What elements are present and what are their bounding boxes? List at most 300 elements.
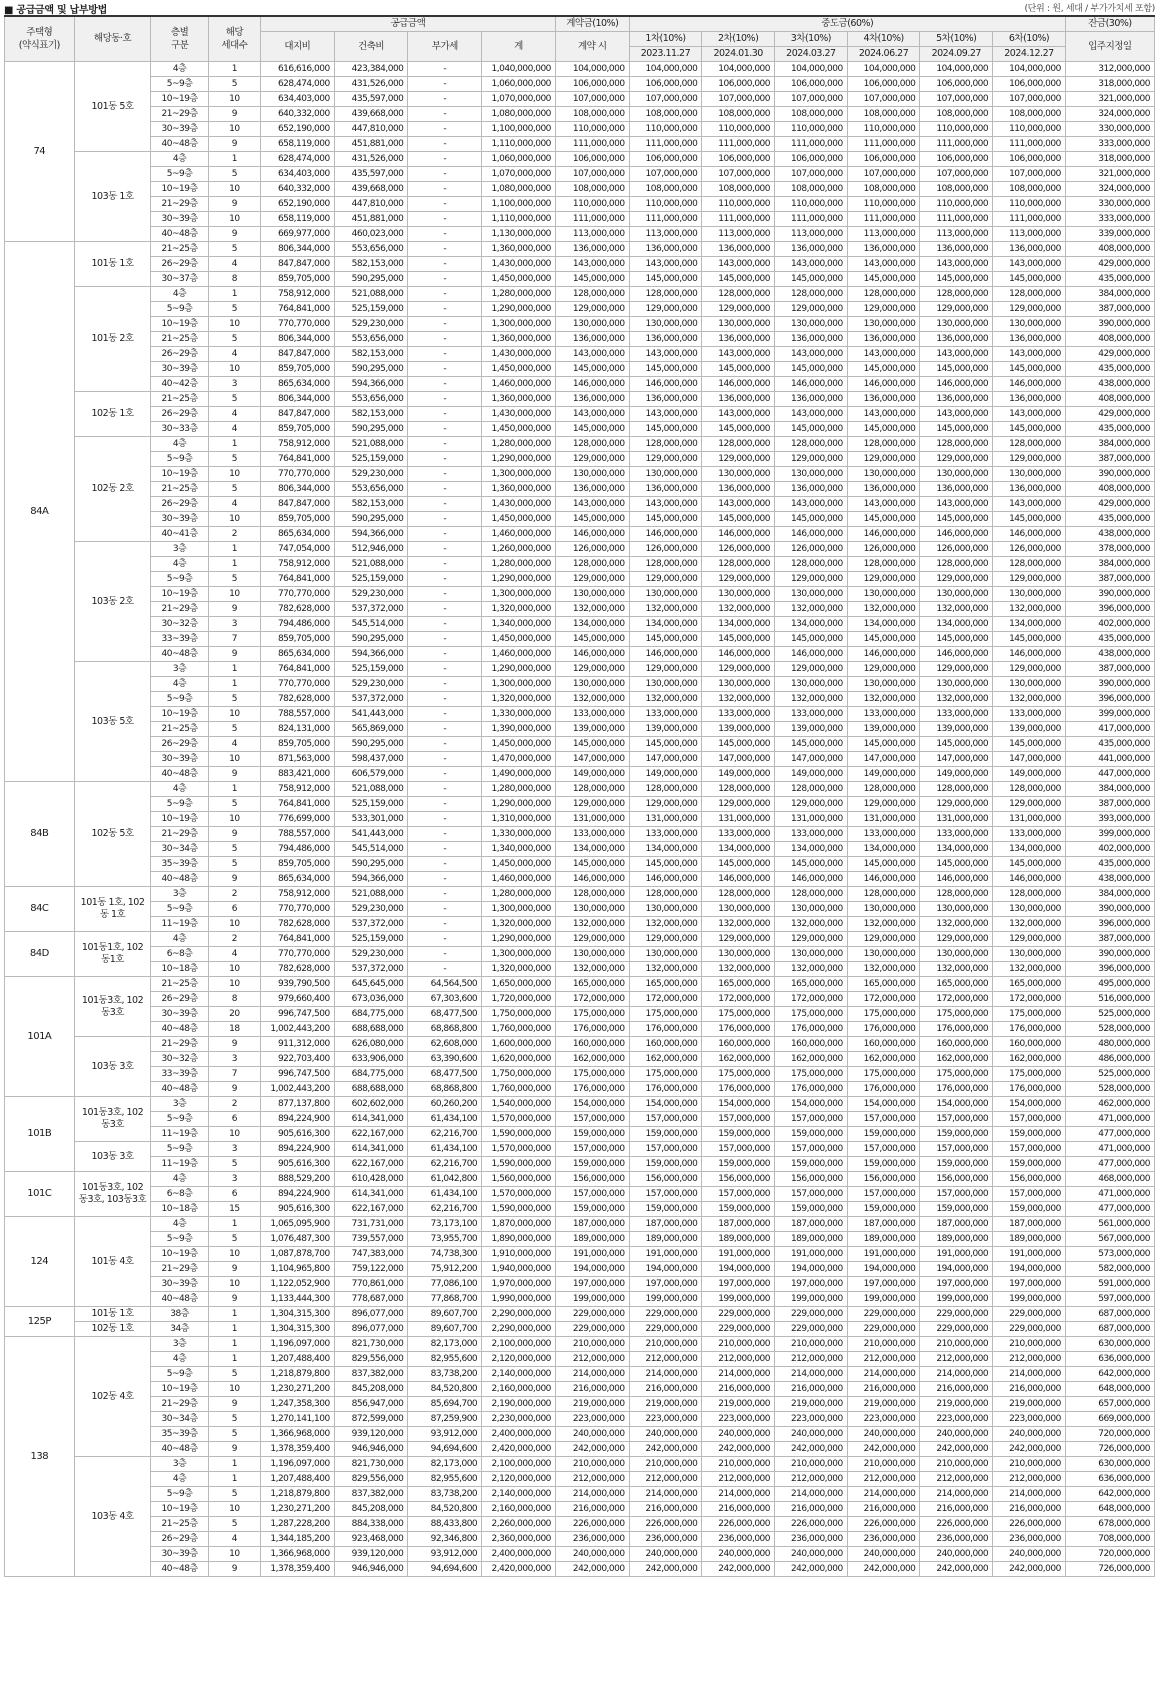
middle-5-cell: 128,000,000 — [920, 287, 993, 302]
middle-6-cell: 104,000,000 — [993, 62, 1066, 77]
table-row — [5, 1037, 1155, 1052]
vat-cell: 83,738,200 — [408, 1367, 482, 1382]
middle-1-cell: 134,000,000 — [629, 842, 702, 857]
middle-4-cell: 104,000,000 — [847, 62, 920, 77]
land-cell: 1,087,878,700 — [260, 1247, 334, 1262]
middle-6-cell: 157,000,000 — [993, 1112, 1066, 1127]
units-cell: 10 — [208, 752, 260, 767]
middle-6-cell: 145,000,000 — [993, 857, 1066, 872]
contract-cell: 157,000,000 — [555, 1187, 629, 1202]
vat-cell: - — [408, 707, 482, 722]
floor-cell: 4층 — [151, 782, 208, 797]
balance-cell: 708,000,000 — [1065, 1532, 1154, 1547]
middle-4-cell: 165,000,000 — [847, 977, 920, 992]
vat-cell: 68,477,500 — [408, 1067, 482, 1082]
table-row — [5, 1427, 1155, 1442]
vat-cell: 88,433,800 — [408, 1517, 482, 1532]
contract-cell: 108,000,000 — [555, 182, 629, 197]
floor-cell: 40~48층 — [151, 1562, 208, 1577]
floor-cell: 26~29층 — [151, 737, 208, 752]
middle-4-cell: 194,000,000 — [847, 1262, 920, 1277]
middle-3-cell: 132,000,000 — [775, 602, 848, 617]
units-cell: 10 — [208, 467, 260, 482]
middle-5-cell: 143,000,000 — [920, 257, 993, 272]
units-cell: 8 — [208, 272, 260, 287]
middle-4-cell: 130,000,000 — [847, 947, 920, 962]
middle-2-cell: 129,000,000 — [702, 572, 775, 587]
middle-4-cell: 106,000,000 — [847, 152, 920, 167]
total-cell: 2,100,000,000 — [482, 1337, 556, 1352]
land-cell: 1,378,359,400 — [260, 1442, 334, 1457]
contract-cell: 129,000,000 — [555, 797, 629, 812]
middle-2-cell: 145,000,000 — [702, 362, 775, 377]
floor-cell: 4층 — [151, 677, 208, 692]
middle-6-cell: 129,000,000 — [993, 572, 1066, 587]
middle-5-cell: 139,000,000 — [920, 722, 993, 737]
middle-2-cell: 242,000,000 — [702, 1442, 775, 1457]
middle-5-cell: 145,000,000 — [920, 422, 993, 437]
floor-cell: 40~48층 — [151, 1442, 208, 1457]
units-cell: 3 — [208, 1172, 260, 1187]
vat-cell: - — [408, 482, 482, 497]
middle-1-cell: 210,000,000 — [629, 1457, 702, 1472]
land-cell: 847,847,000 — [260, 407, 334, 422]
total-cell: 1,360,000,000 — [482, 332, 556, 347]
middle-2-cell: 146,000,000 — [702, 872, 775, 887]
table-row — [5, 287, 1155, 302]
middle-5-cell: 130,000,000 — [920, 677, 993, 692]
balance-cell: 399,000,000 — [1065, 827, 1154, 842]
land-cell: 1,366,968,000 — [260, 1547, 334, 1562]
units-cell: 1 — [208, 1307, 260, 1322]
units-cell: 10 — [208, 1547, 260, 1562]
building-cell: 614,341,000 — [334, 1112, 408, 1127]
middle-4-cell: 156,000,000 — [847, 1172, 920, 1187]
middle-6-cell: 113,000,000 — [993, 227, 1066, 242]
total-cell: 1,570,000,000 — [482, 1142, 556, 1157]
vat-cell: - — [408, 542, 482, 557]
units-cell: 5 — [208, 452, 260, 467]
vat-cell: - — [408, 467, 482, 482]
building-cell: 598,437,000 — [334, 752, 408, 767]
middle-5-cell: 156,000,000 — [920, 1172, 993, 1187]
total-cell: 1,340,000,000 — [482, 617, 556, 632]
total-cell: 2,400,000,000 — [482, 1547, 556, 1562]
land-cell: 865,634,000 — [260, 377, 334, 392]
vat-cell: - — [408, 167, 482, 182]
middle-6-cell: 128,000,000 — [993, 887, 1066, 902]
total-cell: 1,760,000,000 — [482, 1022, 556, 1037]
middle-6-cell: 159,000,000 — [993, 1202, 1066, 1217]
middle-3-cell: 189,000,000 — [775, 1232, 848, 1247]
middle-5-cell: 133,000,000 — [920, 827, 993, 842]
land-cell: 628,474,000 — [260, 152, 334, 167]
balance-cell: 597,000,000 — [1065, 1292, 1154, 1307]
middle-3-cell: 136,000,000 — [775, 332, 848, 347]
middle-5-cell: 129,000,000 — [920, 452, 993, 467]
building-cell: 645,645,000 — [334, 977, 408, 992]
middle-4-cell: 212,000,000 — [847, 1352, 920, 1367]
middle-4-cell: 145,000,000 — [847, 362, 920, 377]
middle-5-cell: 128,000,000 — [920, 887, 993, 902]
middle-3-cell: 145,000,000 — [775, 632, 848, 647]
balance-cell: 687,000,000 — [1065, 1322, 1154, 1337]
middle-4-cell: 128,000,000 — [847, 287, 920, 302]
table-row — [5, 257, 1155, 272]
floor-cell: 10~19층 — [151, 317, 208, 332]
total-cell: 1,600,000,000 — [482, 1037, 556, 1052]
balance-cell: 396,000,000 — [1065, 692, 1154, 707]
type-cell: 125P — [5, 1307, 75, 1337]
contract-cell: 145,000,000 — [555, 632, 629, 647]
total-cell: 1,490,000,000 — [482, 767, 556, 782]
building-cell: 590,295,000 — [334, 737, 408, 752]
middle-2-cell: 162,000,000 — [702, 1052, 775, 1067]
contract-cell: 132,000,000 — [555, 692, 629, 707]
total-cell: 2,420,000,000 — [482, 1562, 556, 1577]
land-cell: 1,207,488,400 — [260, 1472, 334, 1487]
balance-cell: 636,000,000 — [1065, 1352, 1154, 1367]
floor-cell: 30~39층 — [151, 512, 208, 527]
middle-5-cell: 134,000,000 — [920, 617, 993, 632]
land-cell: 758,912,000 — [260, 287, 334, 302]
middle-4-cell: 129,000,000 — [847, 572, 920, 587]
middle-2-cell: 176,000,000 — [702, 1022, 775, 1037]
building-cell: 684,775,000 — [334, 1067, 408, 1082]
building-cell: 525,159,000 — [334, 572, 408, 587]
middle-3-cell: 146,000,000 — [775, 647, 848, 662]
vat-cell: 68,477,500 — [408, 1007, 482, 1022]
land-cell: 894,224,900 — [260, 1187, 334, 1202]
balance-cell: 408,000,000 — [1065, 242, 1154, 257]
header-type: 주택형 (약식표기) — [5, 16, 75, 62]
balance-cell: 636,000,000 — [1065, 1472, 1154, 1487]
units-cell: 5 — [208, 722, 260, 737]
units-cell: 1 — [208, 152, 260, 167]
dong-cell: 103동 3호 — [74, 1037, 151, 1097]
building-cell: 606,579,000 — [334, 767, 408, 782]
land-cell: 859,705,000 — [260, 857, 334, 872]
units-cell: 9 — [208, 1442, 260, 1457]
land-cell: 847,847,000 — [260, 347, 334, 362]
middle-3-cell: 130,000,000 — [775, 467, 848, 482]
middle-5-cell: 130,000,000 — [920, 587, 993, 602]
units-cell: 5 — [208, 1367, 260, 1382]
middle-3-cell: 108,000,000 — [775, 182, 848, 197]
middle-2-cell: 145,000,000 — [702, 737, 775, 752]
middle-1-cell: 134,000,000 — [629, 617, 702, 632]
units-cell: 9 — [208, 227, 260, 242]
land-cell: 1,287,228,200 — [260, 1517, 334, 1532]
middle-1-cell: 159,000,000 — [629, 1127, 702, 1142]
building-cell: 512,946,000 — [334, 542, 408, 557]
total-cell: 1,970,000,000 — [482, 1277, 556, 1292]
middle-4-cell: 128,000,000 — [847, 557, 920, 572]
balance-cell: 495,000,000 — [1065, 977, 1154, 992]
land-cell: 859,705,000 — [260, 737, 334, 752]
dong-cell: 101동 1호 — [74, 1307, 151, 1322]
total-cell: 1,280,000,000 — [482, 782, 556, 797]
land-cell: 770,770,000 — [260, 587, 334, 602]
table-row — [5, 1172, 1155, 1187]
units-cell: 10 — [208, 362, 260, 377]
land-cell: 979,660,400 — [260, 992, 334, 1007]
floor-cell: 5~9층 — [151, 1112, 208, 1127]
middle-1-cell: 212,000,000 — [629, 1472, 702, 1487]
building-cell: 602,602,000 — [334, 1097, 408, 1112]
middle-5-cell: 145,000,000 — [920, 857, 993, 872]
middle-4-cell: 160,000,000 — [847, 1037, 920, 1052]
vat-cell: - — [408, 377, 482, 392]
middle-3-cell: 106,000,000 — [775, 77, 848, 92]
total-cell: 1,310,000,000 — [482, 812, 556, 827]
contract-cell: 176,000,000 — [555, 1022, 629, 1037]
middle-4-cell: 133,000,000 — [847, 827, 920, 842]
total-cell: 2,160,000,000 — [482, 1382, 556, 1397]
floor-cell: 5~9층 — [151, 1367, 208, 1382]
balance-cell: 384,000,000 — [1065, 557, 1154, 572]
middle-6-cell: 145,000,000 — [993, 737, 1066, 752]
land-cell: 770,770,000 — [260, 317, 334, 332]
total-cell: 1,390,000,000 — [482, 722, 556, 737]
contract-cell: 197,000,000 — [555, 1277, 629, 1292]
middle-3-cell: 110,000,000 — [775, 197, 848, 212]
balance-cell: 333,000,000 — [1065, 137, 1154, 152]
contract-cell: 133,000,000 — [555, 827, 629, 842]
balance-cell: 657,000,000 — [1065, 1397, 1154, 1412]
middle-2-cell: 157,000,000 — [702, 1112, 775, 1127]
middle-5-cell: 132,000,000 — [920, 962, 993, 977]
middle-6-cell: 210,000,000 — [993, 1337, 1066, 1352]
middle-2-cell: 130,000,000 — [702, 902, 775, 917]
floor-cell: 30~32층 — [151, 617, 208, 632]
balance-cell: 516,000,000 — [1065, 992, 1154, 1007]
middle-4-cell: 129,000,000 — [847, 452, 920, 467]
floor-cell: 21~25층 — [151, 977, 208, 992]
middle-2-cell: 240,000,000 — [702, 1547, 775, 1562]
middle-4-cell: 146,000,000 — [847, 377, 920, 392]
middle-1-cell: 165,000,000 — [629, 977, 702, 992]
balance-cell: 648,000,000 — [1065, 1502, 1154, 1517]
total-cell: 1,910,000,000 — [482, 1247, 556, 1262]
table-row — [5, 77, 1155, 92]
vat-cell: 82,955,600 — [408, 1472, 482, 1487]
contract-cell: 129,000,000 — [555, 932, 629, 947]
middle-6-cell: 134,000,000 — [993, 842, 1066, 857]
building-cell: 521,088,000 — [334, 782, 408, 797]
contract-cell: 130,000,000 — [555, 317, 629, 332]
units-cell: 7 — [208, 632, 260, 647]
middle-4-cell: 216,000,000 — [847, 1382, 920, 1397]
balance-cell: 687,000,000 — [1065, 1307, 1154, 1322]
total-cell: 1,280,000,000 — [482, 887, 556, 902]
middle-1-cell: 143,000,000 — [629, 497, 702, 512]
middle-5-cell: 160,000,000 — [920, 1037, 993, 1052]
table-row — [5, 1352, 1155, 1367]
middle-4-cell: 132,000,000 — [847, 962, 920, 977]
middle-6-cell: 149,000,000 — [993, 767, 1066, 782]
contract-cell: 214,000,000 — [555, 1487, 629, 1502]
total-cell: 1,300,000,000 — [482, 947, 556, 962]
middle-6-cell: 176,000,000 — [993, 1082, 1066, 1097]
floor-cell: 4층 — [151, 1352, 208, 1367]
middle-6-cell: 136,000,000 — [993, 482, 1066, 497]
middle-4-cell: 191,000,000 — [847, 1247, 920, 1262]
total-cell: 2,140,000,000 — [482, 1367, 556, 1382]
total-cell: 1,290,000,000 — [482, 662, 556, 677]
middle-4-cell: 145,000,000 — [847, 857, 920, 872]
middle-3-cell: 176,000,000 — [775, 1082, 848, 1097]
floor-cell: 30~37층 — [151, 272, 208, 287]
middle-2-cell: 104,000,000 — [702, 62, 775, 77]
vat-cell: 85,694,700 — [408, 1397, 482, 1412]
vat-cell: - — [408, 362, 482, 377]
middle-5-cell: 149,000,000 — [920, 767, 993, 782]
balance-cell: 387,000,000 — [1065, 302, 1154, 317]
land-cell: 1,104,965,800 — [260, 1262, 334, 1277]
middle-1-cell: 147,000,000 — [629, 752, 702, 767]
middle-4-cell: 130,000,000 — [847, 587, 920, 602]
middle-2-cell: 159,000,000 — [702, 1127, 775, 1142]
floor-cell: 10~19층 — [151, 1502, 208, 1517]
building-cell: 582,153,000 — [334, 257, 408, 272]
building-cell: 545,514,000 — [334, 842, 408, 857]
middle-1-cell: 143,000,000 — [629, 257, 702, 272]
balance-cell: 471,000,000 — [1065, 1112, 1154, 1127]
contract-cell: 143,000,000 — [555, 347, 629, 362]
middle-4-cell: 210,000,000 — [847, 1337, 920, 1352]
middle-4-cell: 240,000,000 — [847, 1427, 920, 1442]
land-cell: 764,841,000 — [260, 797, 334, 812]
document-header — [4, 0, 1155, 14]
units-cell: 5 — [208, 857, 260, 872]
contract-cell: 133,000,000 — [555, 707, 629, 722]
balance-cell: 330,000,000 — [1065, 197, 1154, 212]
total-cell: 1,360,000,000 — [482, 242, 556, 257]
vat-cell: 84,520,800 — [408, 1502, 482, 1517]
type-cell: 84D — [5, 932, 75, 977]
floor-cell: 10~19층 — [151, 812, 208, 827]
floor-cell: 10~19층 — [151, 587, 208, 602]
middle-6-cell: 130,000,000 — [993, 677, 1066, 692]
balance-cell: 678,000,000 — [1065, 1517, 1154, 1532]
middle-2-cell: 145,000,000 — [702, 272, 775, 287]
land-cell: 770,770,000 — [260, 467, 334, 482]
middle-3-cell: 129,000,000 — [775, 797, 848, 812]
contract-cell: 187,000,000 — [555, 1217, 629, 1232]
table-row — [5, 302, 1155, 317]
contract-cell: 145,000,000 — [555, 272, 629, 287]
floor-cell: 10~19층 — [151, 92, 208, 107]
middle-2-cell: 106,000,000 — [702, 77, 775, 92]
middle-3-cell: 216,000,000 — [775, 1382, 848, 1397]
middle-5-cell: 242,000,000 — [920, 1562, 993, 1577]
middle-5-cell: 111,000,000 — [920, 212, 993, 227]
vat-cell: 62,216,700 — [408, 1202, 482, 1217]
contract-cell: 242,000,000 — [555, 1442, 629, 1457]
table-row — [5, 872, 1155, 887]
middle-4-cell: 240,000,000 — [847, 1547, 920, 1562]
dong-cell: 101동3호, 102동3호 — [74, 1097, 151, 1142]
building-cell: 626,080,000 — [334, 1037, 408, 1052]
vat-cell: - — [408, 557, 482, 572]
vat-cell: - — [408, 782, 482, 797]
table-row — [5, 827, 1155, 842]
middle-3-cell: 143,000,000 — [775, 407, 848, 422]
middle-6-cell: 157,000,000 — [993, 1187, 1066, 1202]
middle-6-cell: 136,000,000 — [993, 392, 1066, 407]
land-cell: 788,557,000 — [260, 707, 334, 722]
vat-cell: - — [408, 77, 482, 92]
vat-cell: 68,868,800 — [408, 1022, 482, 1037]
total-cell: 1,290,000,000 — [482, 932, 556, 947]
units-cell: 5 — [208, 1232, 260, 1247]
building-cell: 451,881,000 — [334, 212, 408, 227]
vat-cell: - — [408, 182, 482, 197]
header-mid-1-date: 2023.11.27 — [629, 47, 702, 62]
middle-5-cell: 210,000,000 — [920, 1457, 993, 1472]
floor-cell: 6~8층 — [151, 1187, 208, 1202]
table-row — [5, 647, 1155, 662]
middle-6-cell: 176,000,000 — [993, 1022, 1066, 1037]
units-cell: 1 — [208, 662, 260, 677]
middle-1-cell: 128,000,000 — [629, 557, 702, 572]
total-cell: 2,100,000,000 — [482, 1457, 556, 1472]
dong-cell: 103동 1호 — [74, 152, 151, 242]
units-cell: 3 — [208, 1052, 260, 1067]
middle-3-cell: 172,000,000 — [775, 992, 848, 1007]
middle-2-cell: 107,000,000 — [702, 92, 775, 107]
middle-3-cell: 111,000,000 — [775, 212, 848, 227]
middle-6-cell: 129,000,000 — [993, 452, 1066, 467]
middle-3-cell: 159,000,000 — [775, 1127, 848, 1142]
balance-cell: 435,000,000 — [1065, 737, 1154, 752]
middle-6-cell: 154,000,000 — [993, 1097, 1066, 1112]
middle-5-cell: 214,000,000 — [920, 1367, 993, 1382]
total-cell: 1,750,000,000 — [482, 1007, 556, 1022]
units-cell: 10 — [208, 962, 260, 977]
middle-4-cell: 216,000,000 — [847, 1502, 920, 1517]
floor-cell: 21~29층 — [151, 1397, 208, 1412]
middle-5-cell: 113,000,000 — [920, 227, 993, 242]
middle-1-cell: 223,000,000 — [629, 1412, 702, 1427]
building-cell: 633,906,000 — [334, 1052, 408, 1067]
middle-5-cell: 147,000,000 — [920, 752, 993, 767]
vat-cell: 92,346,800 — [408, 1532, 482, 1547]
middle-3-cell: 136,000,000 — [775, 242, 848, 257]
middle-2-cell: 146,000,000 — [702, 527, 775, 542]
building-cell: 837,382,000 — [334, 1367, 408, 1382]
total-cell: 1,570,000,000 — [482, 1187, 556, 1202]
land-cell: 782,628,000 — [260, 917, 334, 932]
middle-3-cell: 240,000,000 — [775, 1427, 848, 1442]
land-cell: 776,699,000 — [260, 812, 334, 827]
total-cell: 1,290,000,000 — [482, 797, 556, 812]
middle-5-cell: 236,000,000 — [920, 1532, 993, 1547]
middle-5-cell: 133,000,000 — [920, 707, 993, 722]
middle-3-cell: 136,000,000 — [775, 482, 848, 497]
middle-1-cell: 145,000,000 — [629, 362, 702, 377]
units-cell: 3 — [208, 617, 260, 632]
table-row — [5, 467, 1155, 482]
land-cell: 764,841,000 — [260, 302, 334, 317]
middle-6-cell: 159,000,000 — [993, 1157, 1066, 1172]
building-cell: 594,366,000 — [334, 647, 408, 662]
middle-2-cell: 111,000,000 — [702, 212, 775, 227]
middle-2-cell: 242,000,000 — [702, 1562, 775, 1577]
balance-cell: 321,000,000 — [1065, 92, 1154, 107]
middle-1-cell: 107,000,000 — [629, 92, 702, 107]
